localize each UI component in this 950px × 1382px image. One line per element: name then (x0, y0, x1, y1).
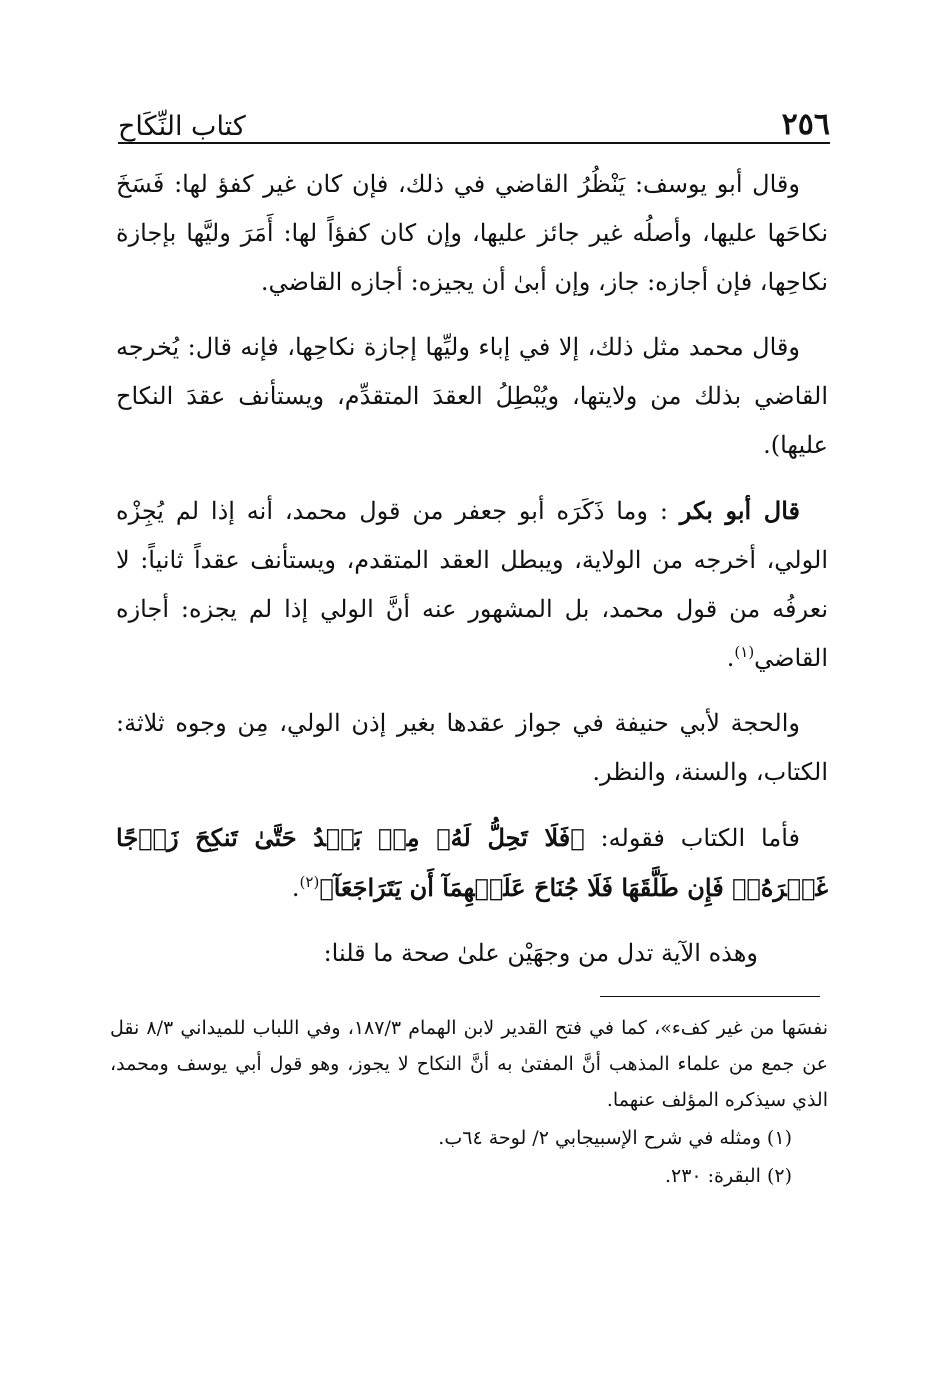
paragraph-end: . (291, 874, 300, 902)
paragraph-quran (116, 813, 828, 913)
footnote-2: (٢) البقرة: ٢٣٠. (664, 1165, 792, 1187)
paragraph-text: : وما ذَكَرَه أبو جعفر من قول محمد، أنه إذا لم يُجِزْه الولي، أخرجه من الولاية، ويبطل العقد المتقدم، ويستأنف عقداً ثانياً: لا نعرفُه من قول محمد، بل المشهور عنه أنَّ الولي إذا لم يجزه: أجازه القاضي (116, 497, 828, 672)
paragraph-two-aspects: وهذه الآية تدل من وجهَيْن علىٰ صحة ما قلنا: (323, 939, 758, 967)
quran-verse: ﴿فَلَا تَحِلُّ لَهُۥ مِنۢ بَعۡدُ حَتَّىٰ تَنكِحَ زَوۡجًا غَيۡرَهُۥۗ فَإِن طَلَّقَهَا فَلَا جُنَاحَ عَلَيۡهِمَآ أَن يَتَرَاجَعَآ﴾ (116, 823, 828, 902)
footnote-divider (600, 996, 820, 997)
quran-intro: فأما الكتاب فقوله: (584, 824, 800, 852)
footnote-1: (١) ومثله في شرح الإسبيجابي ٢/ لوحة ٦٤ب. (438, 1127, 792, 1149)
paragraph-abu-bakr (116, 486, 828, 683)
footnote-marker-2: (٢) (299, 873, 320, 891)
page-number: ٢٥٦ (781, 107, 830, 142)
footnote-continuation: نفسَها من غير كفء»، كما في فتح القدير لابن الهمام ١٨٧/٣، وفي اللباب للميداني ٨/٣ نقل عن جمع من علماء المذهب أنَّ المفتىٰ به أنَّ النكاح لا يجوز، وهو قول أبي يوسف ومحمد، الذي سيذكره المؤلف عنهما. (110, 1017, 828, 1111)
footnotes (110, 1010, 828, 1194)
footnote-marker-1: (١) (734, 643, 755, 661)
running-title: كتاب النِّكَاح (118, 111, 246, 142)
header-divider (118, 142, 830, 144)
speaker-label: قال أبو بكر (679, 496, 800, 525)
paragraph-end: . (726, 644, 735, 672)
paragraph-abu-yusuf: وقال أبو يوسف: يَنْظُرُ القاضي في ذلك، فإن كان غير كفؤ لها: فَسَخَ نكاحَها عليها، وأصلُه غير جائز عليها، وإن كان كفؤاً لها: أَمَرَ وليَّها بإجازة نكاحِها، فإن أجازه: جاز، وإن أبىٰ أن يجيزه: أجازه القاضي. (116, 170, 828, 296)
main-text (116, 160, 828, 994)
paragraph-evidence: والحجة لأبي حنيفة في جواز عقدها بغير إذن الولي، مِن وجوه ثلاثة: الكتاب، والسنة، والنظر. (116, 709, 828, 786)
page-header (118, 92, 830, 140)
paragraph-muhammad: وقال محمد مثل ذلك، إلا في إباء وليِّها إجازة نكاحِها، فإنه قال: يُخرجه القاضي بذلك من ولايتها، ويُبْطِلُ العقدَ المتقدِّم، ويستأنف عقدَ النكاح عليها). (116, 333, 828, 459)
